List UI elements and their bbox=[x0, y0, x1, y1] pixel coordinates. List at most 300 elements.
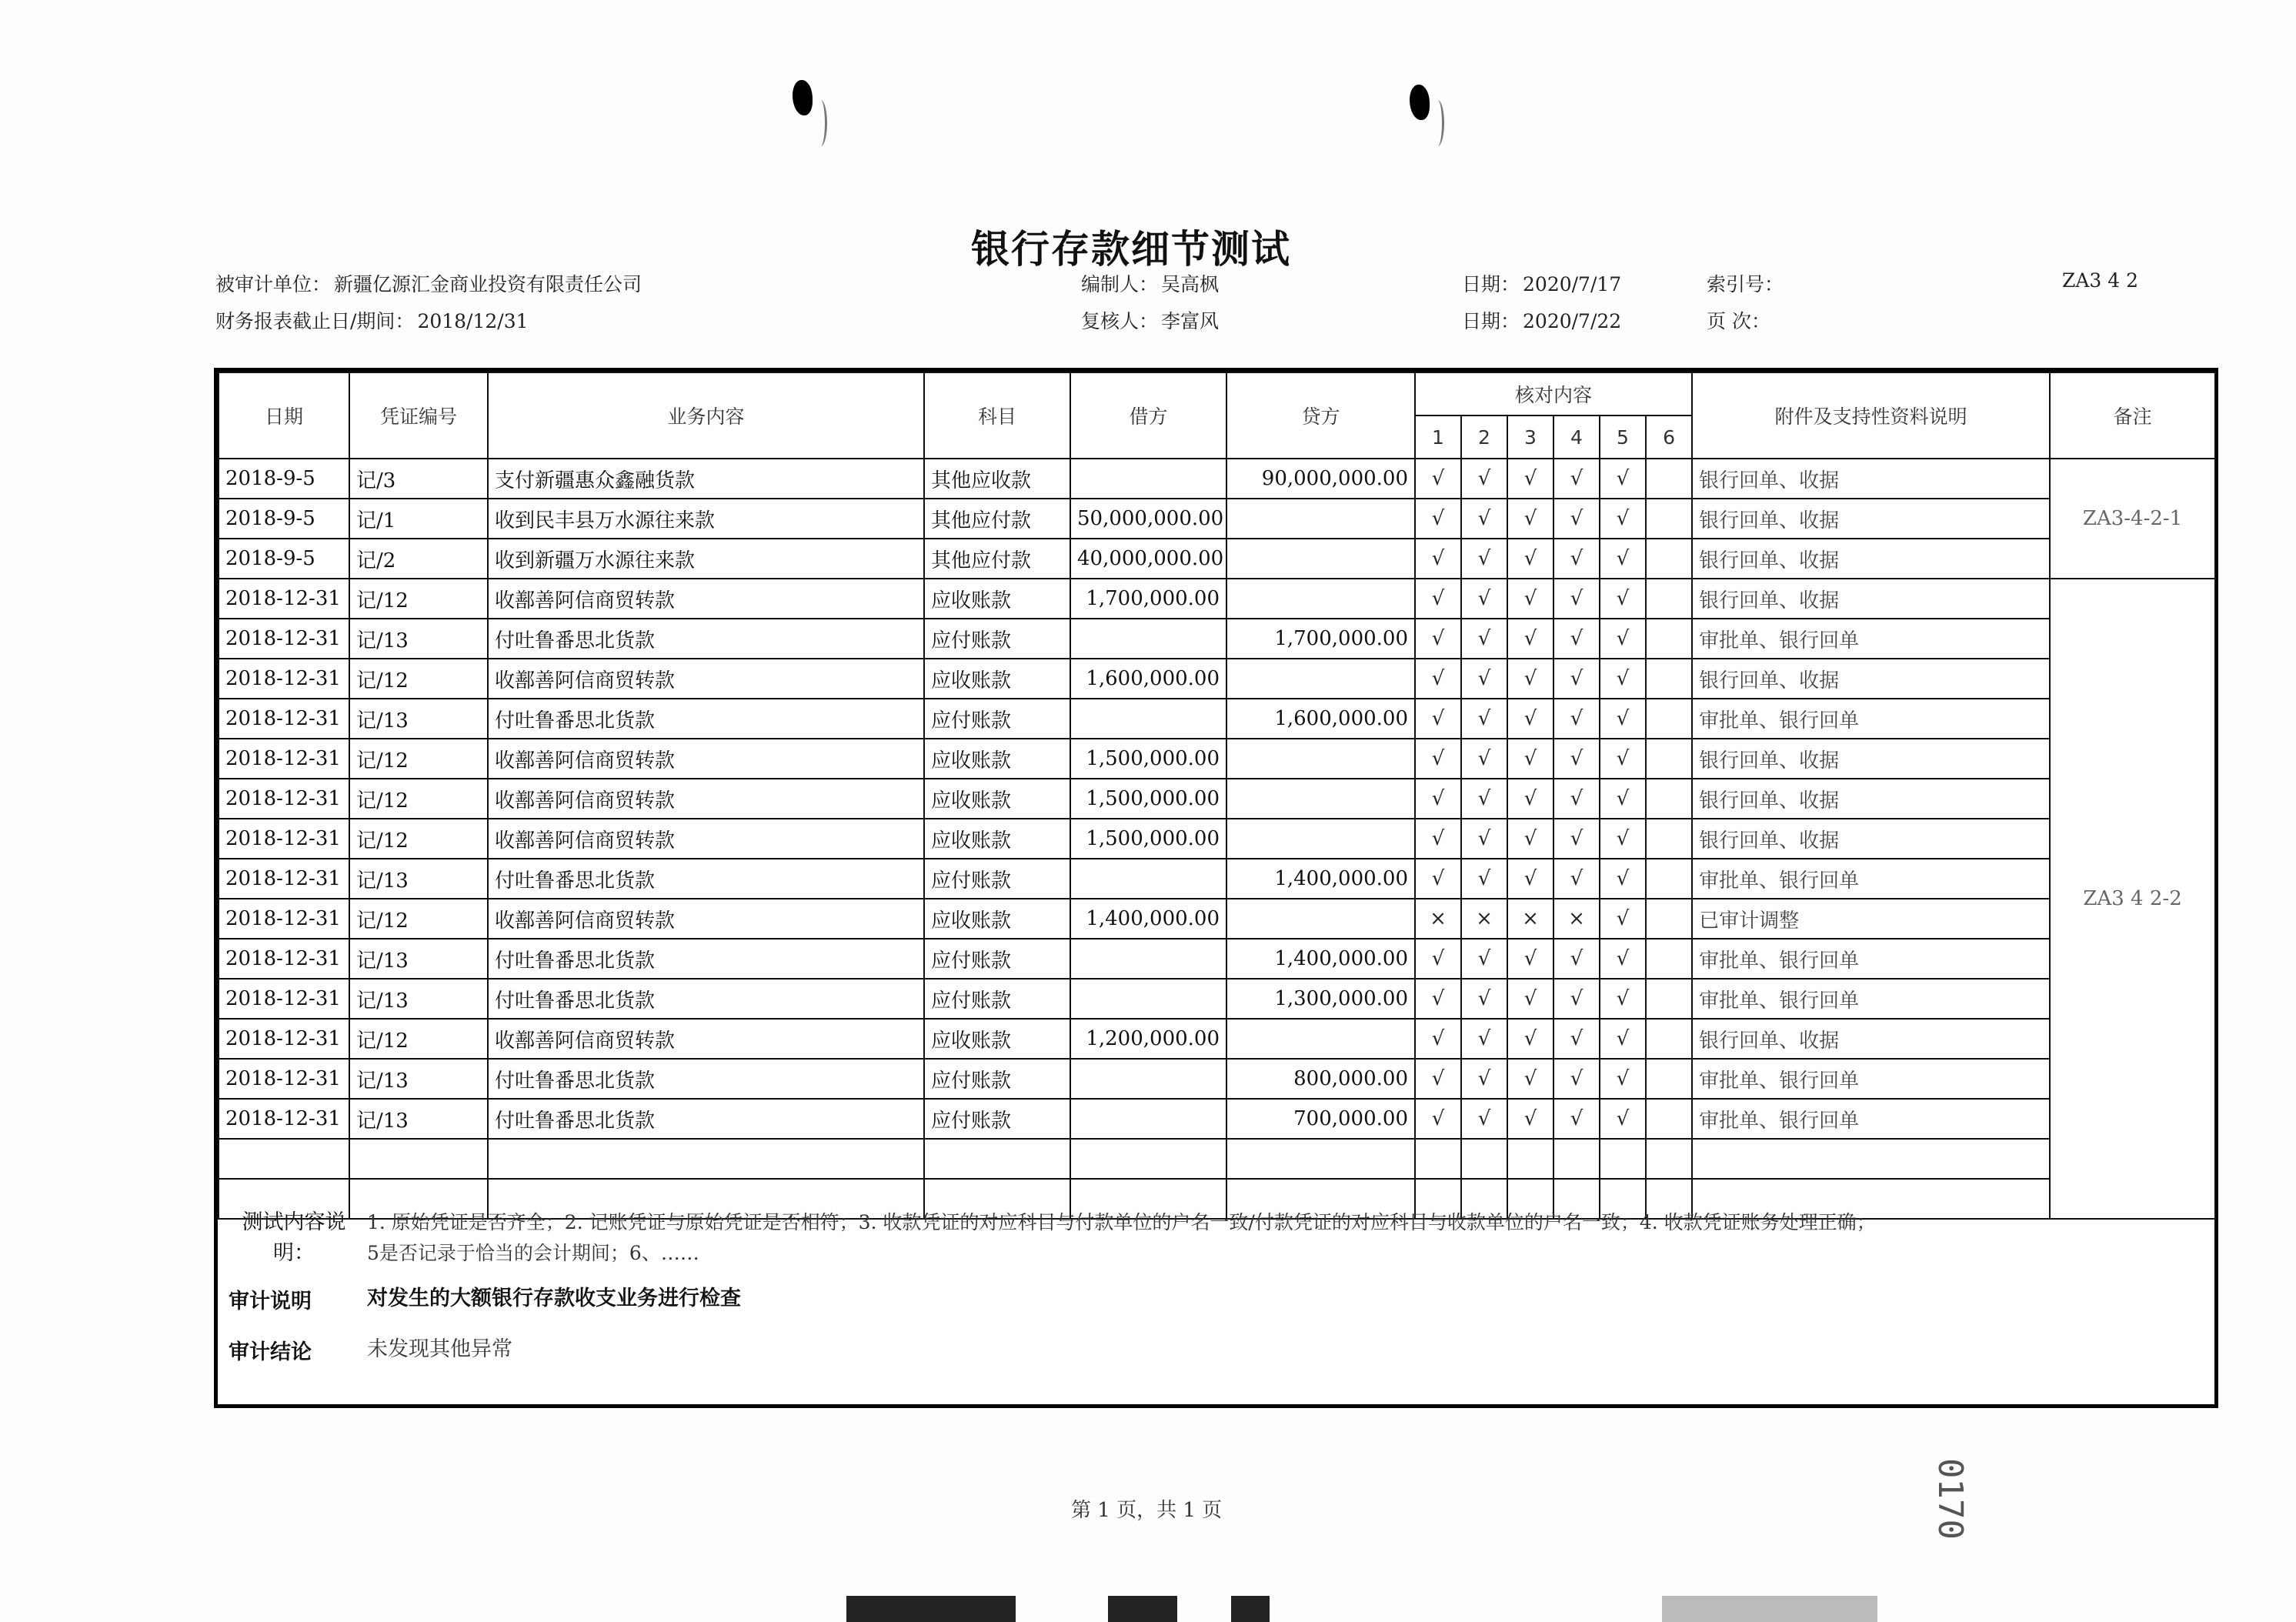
table-row bbox=[219, 779, 2215, 819]
row-attachments: 银行回单、收据 bbox=[1692, 499, 2050, 539]
row-check-3: √ bbox=[1507, 939, 1553, 979]
row-attachments: 银行回单、收据 bbox=[1692, 819, 2050, 859]
row-credit bbox=[1226, 659, 1415, 699]
page-footer: 第 1 页，共 1 页 bbox=[1071, 1499, 1223, 1522]
row-credit bbox=[1226, 499, 1415, 539]
header-credit: 贷方 bbox=[1226, 372, 1415, 459]
row-check-1: √ bbox=[1415, 939, 1461, 979]
row-check-2: √ bbox=[1461, 859, 1507, 899]
row-account: 其他应付款 bbox=[924, 499, 1070, 539]
row-voucher: 记/12 bbox=[349, 819, 488, 859]
empty-cell bbox=[924, 1139, 1070, 1179]
empty-table-row bbox=[219, 1139, 2215, 1179]
table-row bbox=[219, 1019, 2215, 1059]
row-date: 2018-12-31 bbox=[219, 819, 349, 859]
row-check-6 bbox=[1646, 1059, 1692, 1099]
row-check-3: √ bbox=[1507, 859, 1553, 899]
row-date: 2018-12-31 bbox=[219, 659, 349, 699]
row-account: 应付账款 bbox=[924, 939, 1070, 979]
row-credit: 90,000,000.00 bbox=[1226, 459, 1415, 499]
row-debit: 1,500,000.00 bbox=[1070, 779, 1226, 819]
row-debit: 50,000,000.00 bbox=[1070, 499, 1226, 539]
row-date: 2018-12-31 bbox=[219, 939, 349, 979]
row-check-3: √ bbox=[1507, 459, 1553, 499]
row-debit: 1,500,000.00 bbox=[1070, 739, 1226, 779]
row-debit bbox=[1070, 1059, 1226, 1099]
row-voucher: 记/12 bbox=[349, 579, 488, 619]
row-credit: 800,000.00 bbox=[1226, 1059, 1415, 1099]
row-voucher: 记/12 bbox=[349, 899, 488, 939]
scan-edge-artifact bbox=[846, 1596, 1016, 1622]
row-check-5: √ bbox=[1600, 1099, 1646, 1139]
row-remark-reference: ZA3 4 2-2 bbox=[2050, 579, 2215, 1219]
row-voucher: 记/12 bbox=[349, 779, 488, 819]
row-attachments: 银行回单、收据 bbox=[1692, 739, 2050, 779]
row-check-1: √ bbox=[1415, 659, 1461, 699]
row-description: 收鄯善阿信商贸转款 bbox=[488, 579, 924, 619]
row-debit bbox=[1070, 619, 1226, 659]
row-check-2: √ bbox=[1461, 1019, 1507, 1059]
row-check-2: √ bbox=[1461, 739, 1507, 779]
row-check-2: √ bbox=[1461, 539, 1507, 579]
row-check-5: √ bbox=[1600, 539, 1646, 579]
audit-description-note bbox=[229, 1273, 2204, 1324]
row-check-6 bbox=[1646, 699, 1692, 739]
row-check-3: √ bbox=[1507, 659, 1553, 699]
row-check-4: × bbox=[1553, 899, 1600, 939]
row-date: 2018-12-31 bbox=[219, 899, 349, 939]
audited-entity bbox=[215, 269, 642, 297]
row-description: 收鄯善阿信商贸转款 bbox=[488, 739, 924, 779]
prepared-date-label: 日期： bbox=[1462, 273, 1520, 295]
row-description: 付吐鲁番思北货款 bbox=[488, 619, 924, 659]
prepared-date bbox=[1462, 269, 1621, 297]
row-voucher: 记/13 bbox=[349, 1099, 488, 1139]
row-attachments: 审批单、银行回单 bbox=[1692, 939, 2050, 979]
row-account: 应付账款 bbox=[924, 1099, 1070, 1139]
row-date: 2018-12-31 bbox=[219, 1099, 349, 1139]
row-account: 应收账款 bbox=[924, 819, 1070, 859]
row-date: 2018-12-31 bbox=[219, 1019, 349, 1059]
row-attachments: 已审计调整 bbox=[1692, 899, 2050, 939]
scan-edge-artifact bbox=[1662, 1596, 1877, 1622]
row-check-3: √ bbox=[1507, 779, 1553, 819]
row-date: 2018-12-31 bbox=[219, 979, 349, 1019]
row-voucher: 记/13 bbox=[349, 619, 488, 659]
test-content-note bbox=[229, 1207, 2204, 1273]
row-check-4: √ bbox=[1553, 499, 1600, 539]
row-account: 应付账款 bbox=[924, 859, 1070, 899]
row-check-1: √ bbox=[1415, 979, 1461, 1019]
row-check-5: √ bbox=[1600, 699, 1646, 739]
row-check-6 bbox=[1646, 539, 1692, 579]
row-date: 2018-12-31 bbox=[219, 579, 349, 619]
row-check-5: √ bbox=[1600, 739, 1646, 779]
header-voucher: 凭证编号 bbox=[349, 372, 488, 459]
row-credit: 1,400,000.00 bbox=[1226, 939, 1415, 979]
row-account: 应收账款 bbox=[924, 779, 1070, 819]
row-check-1: × bbox=[1415, 899, 1461, 939]
row-check-3: √ bbox=[1507, 1019, 1553, 1059]
header-check-1: 1 bbox=[1415, 416, 1461, 459]
row-account: 应付账款 bbox=[924, 699, 1070, 739]
row-debit bbox=[1070, 859, 1226, 899]
test-worksheet bbox=[214, 368, 2218, 1408]
table-row bbox=[219, 979, 2215, 1019]
row-check-3: × bbox=[1507, 899, 1553, 939]
row-attachments: 银行回单、收据 bbox=[1692, 459, 2050, 499]
row-check-2: √ bbox=[1461, 1059, 1507, 1099]
row-check-3: √ bbox=[1507, 739, 1553, 779]
row-check-6 bbox=[1646, 819, 1692, 859]
row-check-4: √ bbox=[1553, 659, 1600, 699]
row-date: 2018-9-5 bbox=[219, 499, 349, 539]
row-check-1: √ bbox=[1415, 619, 1461, 659]
row-check-5: √ bbox=[1600, 779, 1646, 819]
row-check-5: √ bbox=[1600, 1059, 1646, 1099]
audit-conclusion-label: 审计结论 bbox=[229, 1340, 312, 1364]
row-check-5: √ bbox=[1600, 979, 1646, 1019]
row-check-1: √ bbox=[1415, 579, 1461, 619]
row-debit bbox=[1070, 939, 1226, 979]
row-check-3: √ bbox=[1507, 619, 1553, 659]
row-check-4: √ bbox=[1553, 539, 1600, 579]
row-debit bbox=[1070, 699, 1226, 739]
row-check-4: √ bbox=[1553, 859, 1600, 899]
empty-cell bbox=[349, 1139, 488, 1179]
row-description: 收鄯善阿信商贸转款 bbox=[488, 1019, 924, 1059]
table-row bbox=[219, 579, 2215, 619]
row-check-4: √ bbox=[1553, 579, 1600, 619]
reviewed-date-value: 2020/7/22 bbox=[1523, 310, 1622, 332]
row-check-4: √ bbox=[1553, 939, 1600, 979]
preparer-value: 吴高枫 bbox=[1161, 273, 1220, 295]
test-content-text bbox=[367, 1207, 1876, 1269]
header-account: 科目 bbox=[924, 372, 1070, 459]
row-check-6 bbox=[1646, 1099, 1692, 1139]
row-check-2: √ bbox=[1461, 819, 1507, 859]
row-attachments: 审批单、银行回单 bbox=[1692, 859, 2050, 899]
punch-hole-mark bbox=[1410, 85, 1430, 120]
index-number-label: 索引号： bbox=[1707, 273, 1784, 295]
row-attachments: 审批单、银行回单 bbox=[1692, 979, 2050, 1019]
row-check-2: √ bbox=[1461, 499, 1507, 539]
empty-cell bbox=[1415, 1139, 1461, 1179]
empty-cell bbox=[1070, 1139, 1226, 1179]
row-date: 2018-12-31 bbox=[219, 699, 349, 739]
audited-entity-value: 新疆亿源汇金商业投资有限责任公司 bbox=[334, 273, 642, 295]
row-attachments: 银行回单、收据 bbox=[1692, 779, 2050, 819]
reviewed-date-label: 日期： bbox=[1462, 310, 1520, 332]
row-attachments: 银行回单、收据 bbox=[1692, 659, 2050, 699]
row-check-3: √ bbox=[1507, 819, 1553, 859]
row-date: 2018-12-31 bbox=[219, 739, 349, 779]
row-voucher: 记/3 bbox=[349, 459, 488, 499]
report-period bbox=[215, 306, 529, 334]
row-check-6 bbox=[1646, 779, 1692, 819]
row-description: 付吐鲁番思北货款 bbox=[488, 939, 924, 979]
row-description: 收到新疆万水源往来款 bbox=[488, 539, 924, 579]
row-description: 收鄯善阿信商贸转款 bbox=[488, 819, 924, 859]
row-attachments: 银行回单、收据 bbox=[1692, 539, 2050, 579]
header-debit: 借方 bbox=[1070, 372, 1226, 459]
row-attachments: 银行回单、收据 bbox=[1692, 1019, 2050, 1059]
table-row bbox=[219, 659, 2215, 699]
row-check-4: √ bbox=[1553, 619, 1600, 659]
row-check-2: √ bbox=[1461, 699, 1507, 739]
row-date: 2018-12-31 bbox=[219, 779, 349, 819]
empty-cell bbox=[219, 1139, 349, 1179]
table-row bbox=[219, 739, 2215, 779]
row-voucher: 记/12 bbox=[349, 659, 488, 699]
empty-cell bbox=[1507, 1139, 1553, 1179]
test-content-label-line2: 明： bbox=[273, 1241, 315, 1265]
row-check-2: √ bbox=[1461, 979, 1507, 1019]
reviewer bbox=[1081, 306, 1219, 334]
row-check-5: √ bbox=[1600, 899, 1646, 939]
row-check-2: √ bbox=[1461, 939, 1507, 979]
row-credit bbox=[1226, 819, 1415, 859]
audit-description-text: 对发生的大额银行存款收支业务进行检查 bbox=[367, 1287, 741, 1310]
row-credit bbox=[1226, 779, 1415, 819]
row-attachments: 审批单、银行回单 bbox=[1692, 699, 2050, 739]
row-date: 2018-12-31 bbox=[219, 859, 349, 899]
row-check-1: √ bbox=[1415, 539, 1461, 579]
row-check-3: √ bbox=[1507, 979, 1553, 1019]
row-credit bbox=[1226, 899, 1415, 939]
row-check-2: √ bbox=[1461, 459, 1507, 499]
row-check-4: √ bbox=[1553, 459, 1600, 499]
row-check-6 bbox=[1646, 579, 1692, 619]
index-number-value: ZA3 4 2 bbox=[2062, 269, 2139, 292]
row-debit bbox=[1070, 1099, 1226, 1139]
prepared-date-value: 2020/7/17 bbox=[1523, 273, 1622, 295]
row-date: 2018-9-5 bbox=[219, 539, 349, 579]
row-debit: 40,000,000.00 bbox=[1070, 539, 1226, 579]
row-description: 付吐鲁番思北货款 bbox=[488, 979, 924, 1019]
row-check-6 bbox=[1646, 939, 1692, 979]
empty-cell bbox=[1600, 1139, 1646, 1179]
table-row bbox=[219, 619, 2215, 659]
row-description: 支付新疆惠众鑫融货款 bbox=[488, 459, 924, 499]
row-check-6 bbox=[1646, 1019, 1692, 1059]
empty-cell bbox=[1553, 1139, 1600, 1179]
row-check-2: √ bbox=[1461, 619, 1507, 659]
row-credit bbox=[1226, 1019, 1415, 1059]
row-date: 2018-9-5 bbox=[219, 459, 349, 499]
row-voucher: 记/13 bbox=[349, 939, 488, 979]
header-remarks: 备注 bbox=[2050, 372, 2215, 459]
row-check-3: √ bbox=[1507, 1099, 1553, 1139]
row-account: 应收账款 bbox=[924, 899, 1070, 939]
row-check-1: √ bbox=[1415, 1059, 1461, 1099]
row-attachments: 审批单、银行回单 bbox=[1692, 1099, 2050, 1139]
row-check-4: √ bbox=[1553, 979, 1600, 1019]
header-check-6: 6 bbox=[1646, 416, 1692, 459]
row-account: 应付账款 bbox=[924, 1059, 1070, 1099]
table-row bbox=[219, 1099, 2215, 1139]
punch-hole-arc bbox=[814, 100, 827, 146]
row-credit bbox=[1226, 579, 1415, 619]
row-check-5: √ bbox=[1600, 619, 1646, 659]
row-check-5: √ bbox=[1600, 499, 1646, 539]
row-check-5: √ bbox=[1600, 1019, 1646, 1059]
row-debit: 1,700,000.00 bbox=[1070, 579, 1226, 619]
preparer-label: 编制人： bbox=[1081, 273, 1159, 295]
audit-conclusion-note bbox=[229, 1324, 2204, 1375]
row-voucher: 记/12 bbox=[349, 739, 488, 779]
table-row bbox=[219, 699, 2215, 739]
test-content-line2: 5是否记录于恰当的会计期间；6、…… bbox=[367, 1242, 699, 1264]
row-check-2: √ bbox=[1461, 779, 1507, 819]
row-voucher: 记/13 bbox=[349, 859, 488, 899]
row-description: 收鄯善阿信商贸转款 bbox=[488, 659, 924, 699]
scan-edge-artifact bbox=[1231, 1596, 1270, 1622]
test-content-label bbox=[229, 1207, 359, 1269]
row-check-3: √ bbox=[1507, 1059, 1553, 1099]
notes-section bbox=[218, 1207, 2214, 1375]
row-check-4: √ bbox=[1553, 779, 1600, 819]
handwritten-page-number: 0170 bbox=[1931, 1458, 1970, 1540]
row-check-1: √ bbox=[1415, 1099, 1461, 1139]
row-voucher: 记/13 bbox=[349, 1059, 488, 1099]
row-description: 付吐鲁番思北货款 bbox=[488, 1059, 924, 1099]
row-check-6 bbox=[1646, 899, 1692, 939]
header-check-5: 5 bbox=[1600, 416, 1646, 459]
row-description: 收鄯善阿信商贸转款 bbox=[488, 779, 924, 819]
row-account: 应付账款 bbox=[924, 979, 1070, 1019]
row-account: 应收账款 bbox=[924, 659, 1070, 699]
row-check-5: √ bbox=[1600, 859, 1646, 899]
row-check-4: √ bbox=[1553, 699, 1600, 739]
row-voucher: 记/2 bbox=[349, 539, 488, 579]
row-check-4: √ bbox=[1553, 1099, 1600, 1139]
row-credit: 1,400,000.00 bbox=[1226, 859, 1415, 899]
row-attachments: 审批单、银行回单 bbox=[1692, 1059, 2050, 1099]
row-credit: 700,000.00 bbox=[1226, 1099, 1415, 1139]
row-check-6 bbox=[1646, 739, 1692, 779]
row-credit: 1,600,000.00 bbox=[1226, 699, 1415, 739]
row-account: 其他应收款 bbox=[924, 459, 1070, 499]
row-debit: 1,600,000.00 bbox=[1070, 659, 1226, 699]
row-debit bbox=[1070, 459, 1226, 499]
reviewed-date bbox=[1462, 306, 1621, 334]
punch-hole-arc bbox=[1431, 100, 1444, 146]
row-check-6 bbox=[1646, 659, 1692, 699]
row-credit: 1,700,000.00 bbox=[1226, 619, 1415, 659]
preparer bbox=[1081, 269, 1219, 297]
empty-cell bbox=[1646, 1139, 1692, 1179]
row-credit bbox=[1226, 739, 1415, 779]
row-check-5: √ bbox=[1600, 459, 1646, 499]
row-account: 应付账款 bbox=[924, 619, 1070, 659]
audit-conclusion-text: 未发现其他异常 bbox=[367, 1337, 512, 1361]
header-description: 业务内容 bbox=[488, 372, 924, 459]
audit-description-label: 审计说明 bbox=[229, 1289, 312, 1313]
row-description: 收鄯善阿信商贸转款 bbox=[488, 899, 924, 939]
row-debit: 1,500,000.00 bbox=[1070, 819, 1226, 859]
row-check-4: √ bbox=[1553, 819, 1600, 859]
table-row bbox=[219, 1059, 2215, 1099]
empty-cell bbox=[1226, 1139, 1415, 1179]
report-period-value: 2018/12/31 bbox=[417, 310, 529, 332]
row-check-3: √ bbox=[1507, 579, 1553, 619]
report-period-label: 财务报表截止日/期间： bbox=[215, 310, 415, 332]
table-row bbox=[219, 859, 2215, 899]
row-attachments: 审批单、银行回单 bbox=[1692, 619, 2050, 659]
row-check-2: √ bbox=[1461, 659, 1507, 699]
row-check-1: √ bbox=[1415, 1019, 1461, 1059]
scan-edge-artifact bbox=[1108, 1596, 1177, 1622]
page-count-label: 页 次： bbox=[1707, 310, 1770, 332]
row-check-6 bbox=[1646, 459, 1692, 499]
row-account: 应收账款 bbox=[924, 1019, 1070, 1059]
row-description: 付吐鲁番思北货款 bbox=[488, 699, 924, 739]
row-debit: 1,400,000.00 bbox=[1070, 899, 1226, 939]
row-check-6 bbox=[1646, 619, 1692, 659]
row-check-3: √ bbox=[1507, 499, 1553, 539]
row-check-5: √ bbox=[1600, 659, 1646, 699]
header-check-group: 核对内容 bbox=[1415, 372, 1692, 416]
row-check-1: √ bbox=[1415, 859, 1461, 899]
table-row bbox=[219, 499, 2215, 539]
punch-hole-mark bbox=[793, 80, 813, 115]
row-check-6 bbox=[1646, 499, 1692, 539]
empty-cell bbox=[488, 1139, 924, 1179]
row-credit bbox=[1226, 539, 1415, 579]
row-date: 2018-12-31 bbox=[219, 619, 349, 659]
table-row bbox=[219, 819, 2215, 859]
row-check-1: √ bbox=[1415, 819, 1461, 859]
row-description: 付吐鲁番思北货款 bbox=[488, 859, 924, 899]
test-content-line1: 1. 原始凭证是否齐全；2. 记账凭证与原始凭证是否相符；3. 收款凭证的对应科目与付款单位的户名一致/付款凭证的对应科目与收款单位的户名一致；4. 收款凭证账务处理正确； bbox=[367, 1211, 1876, 1233]
header-check-2: 2 bbox=[1461, 416, 1507, 459]
row-description: 付吐鲁番思北货款 bbox=[488, 1099, 924, 1139]
detail-test-table bbox=[218, 372, 2216, 1220]
row-voucher: 记/13 bbox=[349, 979, 488, 1019]
row-check-1: √ bbox=[1415, 499, 1461, 539]
row-credit: 1,300,000.00 bbox=[1226, 979, 1415, 1019]
header-date: 日期 bbox=[219, 372, 349, 459]
reviewer-label: 复核人： bbox=[1081, 310, 1159, 332]
row-voucher: 记/12 bbox=[349, 1019, 488, 1059]
row-check-4: √ bbox=[1553, 1059, 1600, 1099]
row-debit bbox=[1070, 979, 1226, 1019]
row-check-3: √ bbox=[1507, 539, 1553, 579]
header-check-4: 4 bbox=[1553, 416, 1600, 459]
row-account: 应收账款 bbox=[924, 579, 1070, 619]
empty-cell bbox=[1692, 1139, 2050, 1179]
row-account: 应收账款 bbox=[924, 739, 1070, 779]
table-row bbox=[219, 899, 2215, 939]
row-description: 收到民丰县万水源往来款 bbox=[488, 499, 924, 539]
header-check-3: 3 bbox=[1507, 416, 1553, 459]
row-check-1: √ bbox=[1415, 779, 1461, 819]
row-check-1: √ bbox=[1415, 739, 1461, 779]
row-check-4: √ bbox=[1553, 1019, 1600, 1059]
row-remark-reference: ZA3-4-2-1 bbox=[2050, 459, 2215, 579]
header-attachments: 附件及支持性资料说明 bbox=[1692, 372, 2050, 459]
row-check-5: √ bbox=[1600, 579, 1646, 619]
row-check-6 bbox=[1646, 859, 1692, 899]
row-date: 2018-12-31 bbox=[219, 1059, 349, 1099]
row-voucher: 记/1 bbox=[349, 499, 488, 539]
row-debit: 1,200,000.00 bbox=[1070, 1019, 1226, 1059]
reviewer-value: 李富风 bbox=[1161, 310, 1220, 332]
row-account: 其他应付款 bbox=[924, 539, 1070, 579]
page-title: 银行存款细节测试 bbox=[971, 227, 1291, 272]
table-row bbox=[219, 939, 2215, 979]
